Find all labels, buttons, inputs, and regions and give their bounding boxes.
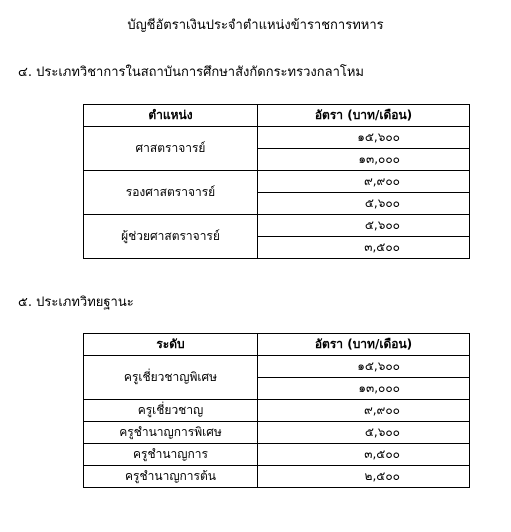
- column-header-rate: อัตรา (บาท/เดือน): [258, 334, 470, 356]
- column-header-level: ระดับ: [84, 334, 258, 356]
- page-title: บัญชีอัตราเงินประจำตำแหน่งข้าราชการทหาร: [127, 18, 384, 33]
- academic-position-rate-table: [83, 104, 470, 259]
- table-header-row: [84, 334, 470, 356]
- column-header-rate: อัตรา (บาท/เดือน): [258, 105, 470, 127]
- table-row: [84, 400, 470, 422]
- rate-cell: ๑๕,๖๐๐: [258, 356, 470, 378]
- level-cell: ครูชำนาญการ: [84, 444, 258, 466]
- rate-cell: ๒,๕๐๐: [258, 466, 470, 488]
- position-cell: ผู้ช่วยศาสตราจารย์: [84, 215, 258, 259]
- rate-cell: ๑๓,๐๐๐: [258, 149, 470, 171]
- rate-cell: ๕,๖๐๐: [258, 215, 470, 237]
- table-row: [84, 171, 470, 193]
- table-row: [84, 422, 470, 444]
- table-row: [84, 215, 470, 237]
- table-row: [84, 356, 470, 378]
- rate-cell: ๙,๙๐๐: [258, 171, 470, 193]
- rate-cell: ๙,๙๐๐: [258, 400, 470, 422]
- section-4-heading: ๔. ประเภทวิชาการในสถาบันการศึกษาสังกัดกระทรวงกลาโหม: [18, 65, 364, 80]
- level-cell: ครูเชี่ยวชาญ: [84, 400, 258, 422]
- rate-cell: ๓,๕๐๐: [258, 237, 470, 259]
- table-row: [84, 466, 470, 488]
- rate-cell: ๕,๖๐๐: [258, 193, 470, 215]
- rate-cell: ๓,๕๐๐: [258, 444, 470, 466]
- table-row: [84, 127, 470, 149]
- section-5-heading: ๕. ประเภทวิทยฐานะ: [18, 295, 134, 310]
- academic-standing-rate-table: [83, 333, 470, 488]
- position-cell: รองศาสตราจารย์: [84, 171, 258, 215]
- rate-cell: ๕,๖๐๐: [258, 422, 470, 444]
- table-row: [84, 444, 470, 466]
- rate-cell: ๑๕,๖๐๐: [258, 127, 470, 149]
- level-cell: ครูชำนาญการต้น: [84, 466, 258, 488]
- level-cell: ครูเชี่ยวชาญพิเศษ: [84, 356, 258, 400]
- table-header-row: [84, 105, 470, 127]
- rate-cell: ๑๓,๐๐๐: [258, 378, 470, 400]
- position-cell: ศาสตราจารย์: [84, 127, 258, 171]
- level-cell: ครูชำนาญการพิเศษ: [84, 422, 258, 444]
- column-header-position: ตำแหน่ง: [84, 105, 258, 127]
